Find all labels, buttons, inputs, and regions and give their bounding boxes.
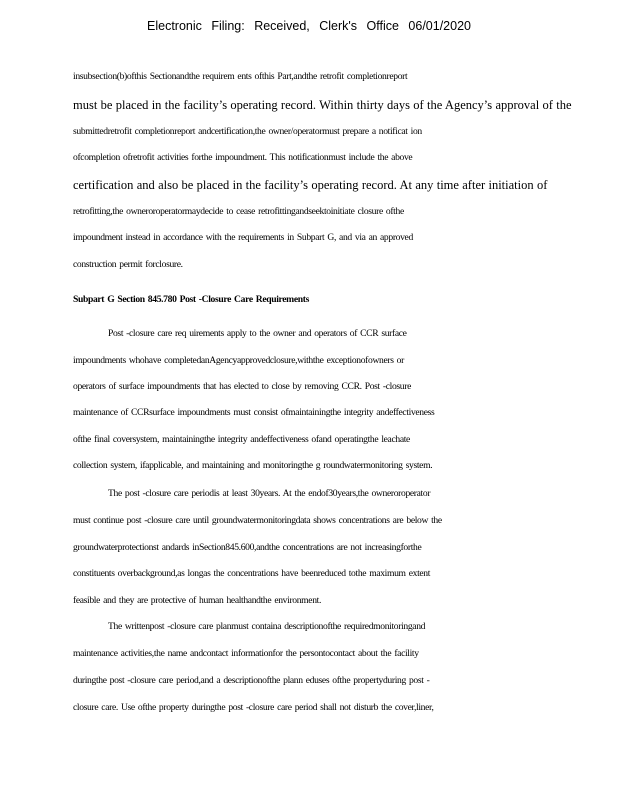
text-line: feasible and they are protective of human healthandthe environment. [73, 595, 322, 606]
text-line: groundwaterprotectionst andards inSection845.600,andthe concentrations are not increasingforthe [73, 542, 422, 553]
text-line: certification and also be placed in the facility’s operating record. At any time after initiation of [73, 178, 548, 192]
text-line: impoundments whohave completedanAgencyapprovedclosure,withthe exceptionofowners or [73, 355, 404, 366]
text-line: constituents overbackground,as longas the concentrations have beenreduced tothe maximum extent [73, 568, 431, 579]
text-line: collection system, ifapplicable, and maintaining and monitoringthe g roundwatermonitoring system. [73, 460, 433, 471]
text-line: Post -closure care req uirements apply to the owner and operators of CCR surface [108, 328, 407, 339]
text-line: construction permit forclosure. [73, 259, 183, 270]
text-line: ofcompletion ofretrofit activities forthe impoundment. This notificationmust include the above [73, 152, 413, 163]
text-line: ofthe final coversystem, maintainingthe integrity andeffectiveness ofand operatingthe leachate [73, 434, 410, 445]
text-line: maintenance activities,the name andcontact informationfor the persontocontact about the facility [73, 648, 419, 659]
text-line: must continue post -closure care until groundwatermonitoringdata shows concentrations are below the [73, 515, 442, 526]
text-line: submittedretrofit completionreport andcertification,the owner/operatormust prepare a notificat ion [73, 126, 422, 137]
filing-stamp-header: Electronic Filing: Received, Clerk's Office 06/01/2020 [147, 19, 471, 33]
text-line: must be placed in the facility’s operating record. Within thirty days of the Agency’s approval of the [73, 98, 572, 112]
text-line: The post -closure care periodis at least 30years. At the endof30years,the owneroroperator [108, 488, 431, 499]
text-line: closure care. Use ofthe property duringthe post -closure care period shall not disturb the cover,liner, [73, 702, 434, 713]
text-line: The writtenpost -closure care planmust containa descriptionofthe requiredmonitoringand [108, 621, 426, 632]
text-line: insubsection(b)ofthis Sectionandthe requirem ents ofthis Part,andthe retrofit completionreport [73, 71, 408, 82]
section-heading: Subpart G Section 845.780 Post -Closure Care Requirements [73, 294, 309, 305]
text-line: maintenance of CCRsurface impoundments must consist ofmaintainingthe integrity andeffectiveness [73, 407, 435, 418]
text-line: operators of surface impoundments that has elected to close by removing CCR. Post -closure [73, 381, 411, 392]
text-line: duringthe post -closure care period,and a descriptionofthe plann eduses ofthe propertyduring post - [73, 675, 430, 686]
text-line: impoundment instead in accordance with the requirements in Subpart G, and via an approved [73, 232, 413, 243]
text-line: retrofitting,the owneroroperatormaydecide to cease retrofittingandseektoinitiate closure ofthe [73, 206, 404, 217]
